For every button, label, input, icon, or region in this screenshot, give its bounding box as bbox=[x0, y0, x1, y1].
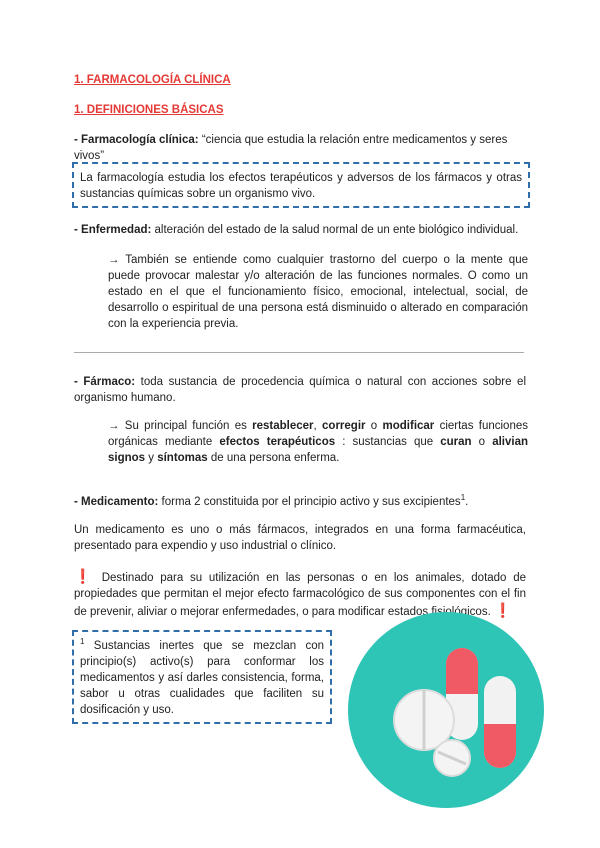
exclamation-icon: ❗ bbox=[74, 568, 95, 584]
medicamento-paragraph: Un medicamento es uno o más fármacos, integrados en una forma farmacéutica, presentado para expendio y uso industrial o clínico. bbox=[74, 524, 526, 552]
bold-text: síntomas bbox=[157, 452, 208, 464]
definition-text: “ciencia que estudia la relación entre medicamentos y seres vivos” bbox=[74, 134, 508, 162]
farmaco-definition bbox=[74, 374, 526, 406]
text: → Su principal función es bbox=[108, 420, 253, 432]
medicamento-definition bbox=[74, 494, 534, 510]
title-definiciones-basicas: 1. DEFINICIONES BÁSICAS bbox=[74, 104, 224, 116]
warning-text: Destinado para su utilización en las personas o en los animales, dotado de propiedades que permitan el mejor efecto farmacológico de sus componentes con el fin de prevenir, aliviar o mejorar enfermedades, o para modificar estados fisiológicos. bbox=[74, 572, 526, 618]
footnote-box bbox=[72, 630, 332, 724]
bold-text: alivian signos bbox=[108, 436, 528, 464]
note-text: La farmacología estudia los efectos terapéuticos y adversos de los fármacos y otras sustancias químicas sobre un organismo vivo. bbox=[80, 172, 522, 200]
bold-text: restablecer bbox=[252, 420, 314, 432]
footnote-ref: 1 bbox=[460, 493, 466, 503]
enfermedad-note: → También se entiende como cualquier trastorno del cuerpo o la mente que puede provocar malestar y/o alteración de las funciones normales. O como un estado en el que el funcionamiento físico, emocional, intelectual, social, de desarrollo o espiritual de una persona está disminuido o alterado en comparación con la experiencia previa. bbox=[108, 254, 528, 330]
title-farmacologia-clinica: 1. FARMACOLOGÍA CLÍNICA bbox=[74, 74, 231, 86]
text: de una persona enferma. bbox=[207, 452, 340, 464]
term-label: - Medicamento: bbox=[74, 496, 159, 508]
bold-text: corregir bbox=[322, 420, 366, 432]
footnote-text: Sustancias inertes que se mezclan con principio(s) activo(s) para conformar los medicamentos y así darles consistencia, forma, sabor u otras cualidades que faciliten su dosificación y uso. bbox=[80, 640, 324, 716]
text: ciertas funciones orgánicas mediante bbox=[108, 420, 528, 448]
round-tablet-small bbox=[434, 740, 470, 776]
text: y bbox=[145, 452, 158, 464]
bold-text: modificar bbox=[382, 420, 435, 432]
period: . bbox=[465, 496, 469, 508]
farmacologia-note-box bbox=[72, 162, 530, 208]
term-label: - Fármaco: bbox=[74, 376, 136, 388]
divider bbox=[74, 352, 524, 353]
footnote-number: 1 bbox=[80, 637, 85, 647]
text: o bbox=[365, 420, 383, 432]
bold-text: efectos terapéuticos bbox=[219, 436, 336, 448]
text: o bbox=[471, 436, 493, 448]
definition-text: forma 2 constituida por el principio activo y sus excipientes bbox=[158, 496, 461, 508]
farmacologia-clinica-definition bbox=[74, 132, 534, 164]
pills-icon bbox=[348, 612, 544, 808]
enfermedad-definition bbox=[74, 222, 534, 238]
bold-text: curan bbox=[440, 436, 472, 448]
text: : sustancias que bbox=[335, 436, 441, 448]
term-label: - Farmacología clínica: bbox=[74, 134, 199, 146]
farmaco-note bbox=[108, 418, 528, 466]
term-label: - Enfermedad: bbox=[74, 224, 152, 236]
definition-text: alteración del estado de la salud normal de un ente biológico individual. bbox=[151, 224, 519, 236]
exclamation-icon: ❗ bbox=[493, 602, 512, 618]
definition-text: toda sustancia de procedencia química o natural con acciones sobre el organismo humano. bbox=[74, 376, 526, 404]
capsule-right bbox=[484, 676, 516, 768]
text: , bbox=[313, 420, 323, 432]
